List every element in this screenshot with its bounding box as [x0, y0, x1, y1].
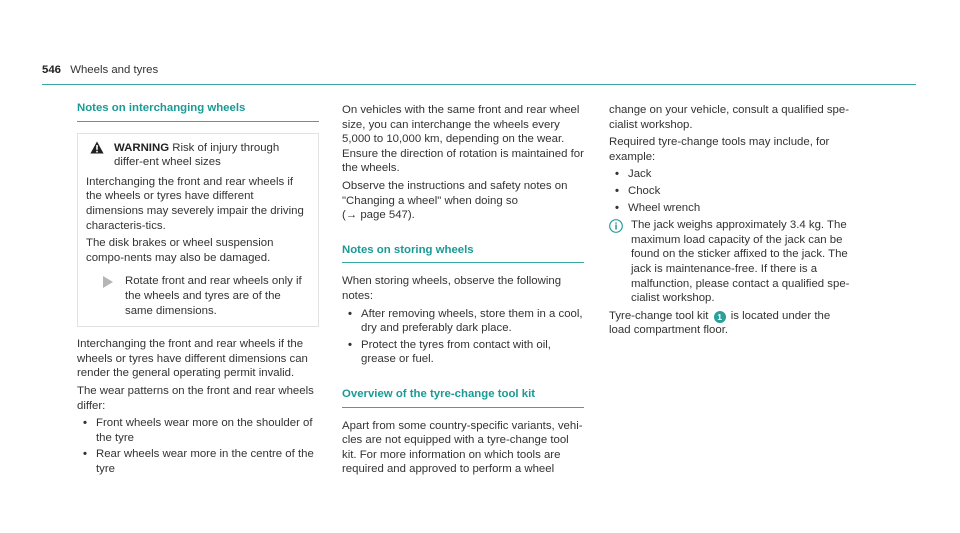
note-text: The jack weighs approximately 3.4 kg. The maximum load capacity of the jack can be found on the sticker affixed to the jack. The jack is maintenance-free. If there is a malfunction, please contact a qualified spe-cialist workshop. — [631, 219, 850, 305]
paragraph: On vehicles with the same front and rear wheel size, you can interchange the wheels every 5,000 to 10,000 km, depending on the wear. Ensure the direction of rotation is maintained for the wheels. — [342, 104, 584, 175]
bullet-list — [77, 416, 319, 476]
info-note-icon — [609, 219, 623, 233]
page-reference-link[interactable]: (→ page 547). — [342, 209, 415, 222]
warning-box — [77, 133, 319, 328]
column-1 — [77, 101, 319, 479]
paragraph: Apart from some country-specific variants, vehi-cles are not equipped with a tyre-change tool kit. For more information on which tools are required and approved to perform a wheel — [342, 419, 583, 476]
list-item: • Front wheels wear more on the shoulder of the tyre — [77, 416, 319, 445]
list-item: • Wheel wrench — [609, 201, 851, 216]
warning-action-text: Rotate front and rear wheels only if the wheels and tyres are of the same dimensions. — [125, 275, 302, 317]
action-arrow-icon — [100, 276, 116, 288]
warning-title-text: Risk of injury through differ-ent wheel sizes — [114, 141, 280, 169]
section-heading-tool-kit: Overview of the tyre-change tool kit — [342, 387, 584, 408]
page-header — [42, 63, 158, 78]
paragraph — [609, 309, 851, 338]
paragraph: change on your vehicle, consult a qualified spe-cialist workshop. — [609, 104, 849, 131]
paragraph-text: is located under the load compartment floor. — [609, 309, 831, 337]
section-heading-storing: Notes on storing wheels — [342, 243, 584, 264]
warning-paragraph: Interchanging the front and rear wheels if the wheels or tyres have different dimensions may severely impair the driving characteris-tics. — [86, 175, 304, 232]
list-item: • Rear wheels wear more in the centre of the tyre — [77, 447, 319, 476]
page-number: 546 — [42, 64, 62, 76]
list-item: • Chock — [609, 184, 851, 199]
paragraph-text: Tyre-change tool kit — [609, 309, 709, 322]
bullet-list — [609, 167, 851, 215]
warning-action — [86, 274, 310, 318]
note — [609, 218, 851, 306]
warning-title — [86, 141, 310, 170]
bullet-list — [342, 307, 584, 367]
paragraph-text: Observe the instructions and safety notes on "Changing a wheel" when doing so — [342, 179, 568, 207]
paragraph — [342, 179, 584, 223]
paragraph: The wear patterns on the front and rear wheels differ: — [77, 384, 314, 412]
warning-label: WARNING — [114, 141, 170, 154]
column-2 — [342, 103, 584, 480]
list-item: • Protect the tyres from contact with oil, grease or fuel. — [342, 338, 584, 367]
svg-text:i: i — [614, 222, 618, 233]
warning-paragraph: The disk brakes or wheel suspension compo-nents may also be damaged. — [86, 237, 274, 264]
paragraph: When storing wheels, observe the following notes: — [342, 275, 562, 302]
paragraph: Interchanging the front and rear wheels if the wheels or tyres have different dimensions can render the general operating permit invalid. — [77, 338, 308, 380]
page-header-title: Wheels and tyres — [70, 64, 159, 76]
section-heading-interchanging: Notes on interchanging wheels — [77, 101, 319, 122]
callout-number-badge: 1 — [714, 311, 726, 323]
column-3 — [609, 103, 851, 341]
list-item: • After removing wheels, store them in a cool, dry and preferably dark place. — [342, 307, 584, 336]
warning-triangle-icon — [90, 141, 104, 154]
header-rule — [42, 84, 916, 85]
list-item: • Jack — [609, 167, 851, 182]
paragraph: Required tyre-change tools may include, for example: — [609, 136, 830, 163]
